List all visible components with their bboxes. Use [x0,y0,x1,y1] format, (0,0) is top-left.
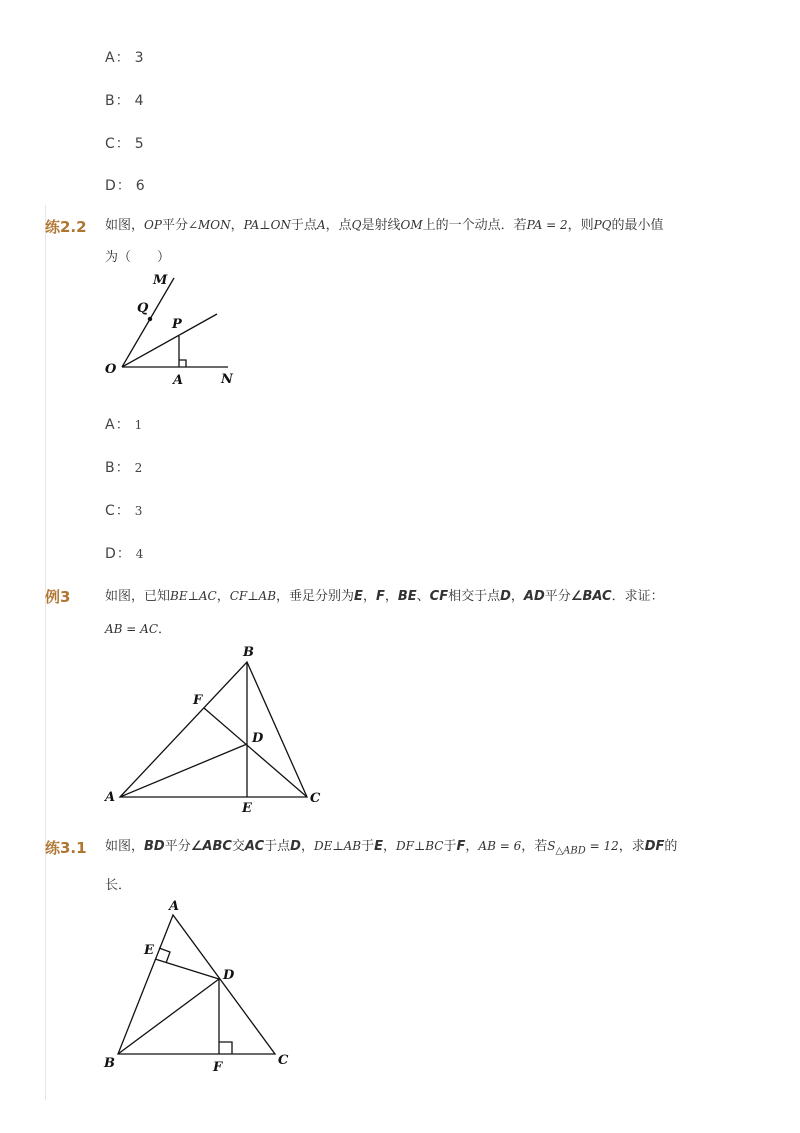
segment-ad [120,744,247,797]
label-f: F [213,1060,223,1075]
question-label-3-1: 练3.1 [45,839,87,857]
left-margin-rule [45,205,46,1100]
triangle-abc [118,915,275,1054]
segment-de [155,959,219,979]
label-m: M [153,273,168,288]
option-c[interactable]: C： 5 [105,136,145,152]
label-c: C [310,791,321,806]
question-text-3-1-line2: 长． [105,878,132,893]
right-angle-mark-f [219,1042,232,1054]
ray-op [122,314,217,367]
label-b: B [243,645,254,660]
question-text-3-1: 如图，BD平分∠ABC交AC于点D，DE⊥AB于E，DF⊥BC于F，AB = 6，若$S_{\triangle ABD} = 12$，求DF的 [105,839,678,857]
question-label-2-2: 练2.2 [45,218,87,236]
label-a: A [173,373,184,388]
option-d-2-2[interactable]: D： 4 [105,546,145,562]
label-d: D [252,731,264,746]
question-label-ex3: 例3 [45,588,71,606]
option-c-2-2[interactable]: C： 3 [105,503,144,519]
label-a: A [169,899,180,914]
label-e: E [242,801,252,816]
label-o: O [105,362,117,377]
option-d[interactable]: D： 6 [105,178,146,194]
label-e: E [144,943,154,958]
question-text-2-2-line2: 为（ ） [105,250,171,265]
question-text-ex3: 如图，已知BE⊥AC，CF⊥AB，垂足分别为E，F，BE、CF相交于点D，AD平分∠BAC．求证： [105,589,664,604]
label-q: Q [137,301,149,316]
figure-angle-bisector [100,270,250,395]
label-c: C [278,1053,289,1068]
figure-triangle-abc-ex3 [100,640,330,815]
label-b: B [104,1056,115,1071]
option-b[interactable]: B： 4 [105,93,145,109]
question-text-2-2: 如图，OP平分∠MON，PA⊥ON于点A，点Q是射线OM上的一个动点．若PA = 2，则PQ的最小值 [105,218,664,233]
triangle-abc [120,662,307,797]
option-b-2-2[interactable]: B： 2 [105,460,144,476]
option-a-2-2[interactable]: A： 1 [105,417,144,433]
figure-triangle-abc-3-1 [100,895,300,1075]
option-a[interactable]: A： 3 [105,50,145,66]
segment-cf [204,708,307,797]
ray-om [122,278,174,367]
label-p: P [172,317,182,332]
label-n: N [221,372,233,387]
right-angle-mark [179,360,186,367]
label-f: F [193,693,203,708]
point-q [148,317,152,321]
question-text-ex3-line2: AB = AC． [105,622,172,637]
label-a: A [105,790,116,805]
label-d: D [223,968,235,983]
